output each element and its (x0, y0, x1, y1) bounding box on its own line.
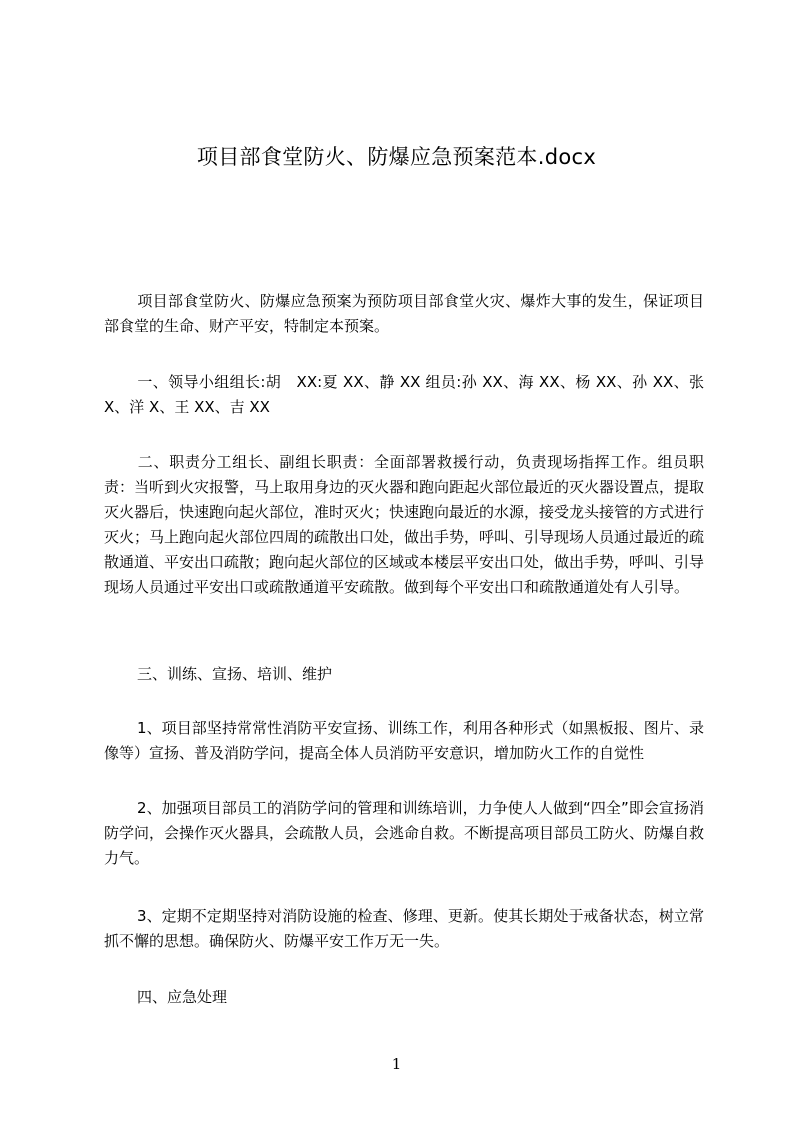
paragraph-text: 四、应急处理 (137, 988, 228, 1006)
paragraph-text: 一、领导小组组长:胡 XX:夏 XX、静 XX 组员:孙 XX、海 XX、杨 XX、孙 XX、张 X、洋 X、王 XX、吉 XX (104, 373, 704, 416)
paragraph-item-2 (104, 796, 704, 871)
paragraph-leadership-group (104, 370, 704, 420)
heading-emergency (104, 985, 704, 1010)
paragraph-intro (104, 289, 704, 339)
paragraph-text: 项目部食堂防火、防爆应急预案为预防项目部食堂火灾、爆炸大事的发生，保证项目部食堂的生命、财产平安，特制定本预案。 (104, 292, 704, 335)
heading-training (104, 662, 704, 687)
paragraph-text: 二、职责分工组长、副组长职责：全面部署救援行动，负责现场指挥工作。组员职责：当听到火灾报警，马上取用身边的灭火器和跑向距起火部位最近的灭火器设置点，提取灭火器后，快速跑向起火部位，准时灭火；快速跑向最近的水源，接受龙头接管的方式进行灭火；马上跑向起火部位四周的疏散出口处，做出手势，呼叫、引导现场人员通过最近的疏散通道、平安出口疏散；跑向起火部位的区域或本楼层平安出口处，做出手势，呼叫、引导现场人员通过平安出口或疏散通道平安疏散。做到每个平安出口和疏散通道处有人引导。 (104, 453, 705, 596)
paragraph-text: 1、项目部坚持常常性消防平安宣扬、训练工作，利用各种形式（如黑板报、图片、录像等）宣扬、普及消防学问，提高全体人员消防平安意识，增加防火工作的自觉性 (104, 719, 704, 762)
document-title: 项目部食堂防火、防爆应急预案范本.docx (196, 145, 597, 169)
paragraph-item-1 (104, 716, 704, 766)
paragraph-item-3 (104, 904, 704, 954)
paragraph-text: 3、定期不定期坚持对消防设施的检查、修理、更新。使其长期处于戒备状态，树立常抓不懈的思想。确保防火、防爆平安工作万无一失。 (104, 907, 704, 950)
paragraph-text: 三、训练、宣扬、培训、维护 (137, 665, 333, 683)
paragraph-text: 2、加强项目部员工的消防学问的管理和训练培训，力争使人人做到“四全”即会宣扬消防学问，会操作灭火器具，会疏散人员，会逃命自救。不断提高项目部员工防火、防爆自救力气。 (104, 799, 705, 867)
page-number: 1 (391, 1055, 402, 1073)
paragraph-responsibilities (104, 450, 704, 600)
